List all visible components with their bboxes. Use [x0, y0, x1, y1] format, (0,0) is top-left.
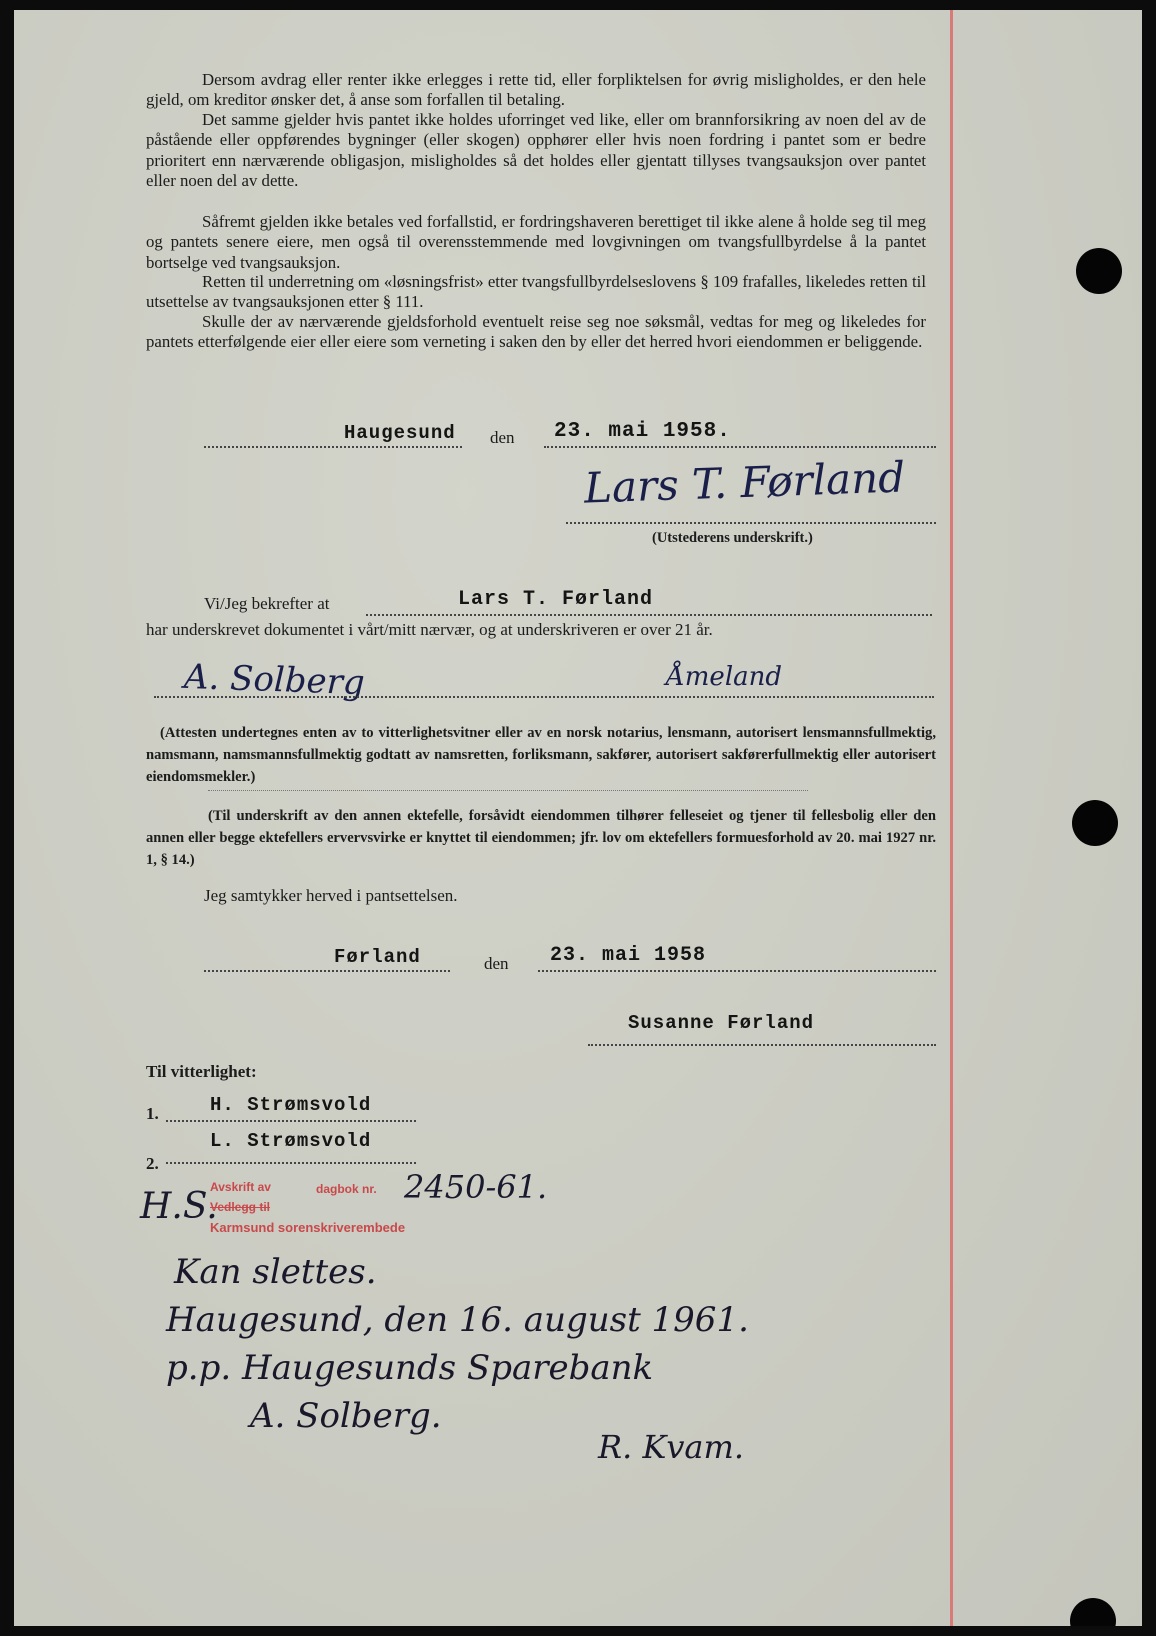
deletion-line: Haugesund, den 16. august 1961. — [166, 1300, 749, 1340]
witness-signature-1: A. Solberg — [183, 656, 366, 704]
dotted-line — [366, 614, 932, 616]
spouse-place: Førland — [334, 946, 421, 968]
dotted-line — [588, 1044, 936, 1046]
attest-text: har underskrevet dokumentet i vårt/mitt nærvær, og at underskriveren er over 21 år. — [146, 620, 713, 639]
spouse-note: (Til underskrift av den annen ektefelle, forsåvidt eiendommen tilhører felleseiet og tjener til fellesbolig eller den annen eller begge ektefellers ervervsvirke er knyttet til eiendommen; jfr. lov om ektefellers formuesforhold av 20. mai 1927 nr. 1, § 14.) — [146, 808, 936, 868]
dotted-line — [204, 970, 450, 972]
body-paragraph: Dersom avdrag eller renter ikke erlegges i rette tid, eller forpliktelsen for øvrig misligholdes, er den hele gjeld, om kreditor ønsker det, å anse som forfallen til betaling. — [146, 70, 926, 110]
consent-text: Jeg samtykker herved i pantsettelsen. — [204, 886, 458, 905]
dotted-line — [544, 446, 936, 448]
witness-name: H. Strømsvold — [210, 1094, 372, 1116]
margin-rule — [950, 10, 953, 1626]
body-paragraph: Såfremt gjelden ikke betales ved forfallstid, er fordringshaveren berettiget til ikke alene å holde seg til meg og pantets senere eiere, men også til overensstemmende med lovgivningen om tvangsfullbyrdelse å la pantet bortselge ved tvangsauksjon. — [146, 212, 926, 272]
dotted-line — [566, 522, 936, 524]
stamp-line: dagbok nr. — [316, 1182, 377, 1196]
spouse-signature: Susanne Førland — [628, 1012, 815, 1034]
punch-hole — [1076, 248, 1122, 294]
dotted-line — [204, 446, 462, 448]
witness-number: 2. — [146, 1154, 159, 1173]
stamp-line: Avskrift av — [210, 1180, 271, 1194]
witness-name: L. Strømsvold — [210, 1130, 372, 1152]
attest-name: Lars T. Førland — [458, 588, 654, 611]
body-paragraph: Retten til underretning om «løsningsfrist» etter tvangsfullbyrdelseslovens § 109 frafalles, likeledes retten til utsettelse av tvangsauksjonen etter § 111. — [146, 272, 926, 312]
issue-date: 23. mai 1958. — [554, 420, 731, 443]
dotted-line — [166, 1162, 416, 1164]
stamp-line: Vedlegg til — [210, 1200, 271, 1214]
deletion-line: Kan slettes. — [174, 1252, 377, 1292]
deletion-line: R. Kvam. — [598, 1428, 745, 1466]
issue-place: Haugesund — [344, 422, 456, 444]
stamp-office: Karmsund sorenskriverembede — [210, 1220, 406, 1235]
witness-number: 1. — [146, 1104, 159, 1123]
attest-note: (Attesten undertegnes enten av to vitterlighetsvitner eller av en norsk notarius, lensmann, autorisert lensmannsfullmektig, namsmann, namsmannsfullmektig godtatt av namsretten, forliksmann, sakfører, autorisert sakførerfullmektig eller autorisert eiendomsmekler.) — [146, 725, 936, 785]
signature-caption: (Utstederens underskrift.) — [652, 530, 813, 546]
document-page — [14, 10, 1142, 1626]
issuer-signature: Lars T. Førland — [583, 452, 906, 513]
deletion-line: p.p. Haugesunds Sparebank — [166, 1348, 654, 1388]
punch-hole — [1072, 800, 1118, 846]
punch-hole — [1070, 1598, 1116, 1626]
spouse-date: 23. mai 1958 — [550, 944, 707, 967]
stamp-number: 2450-61. — [404, 1168, 548, 1206]
divider — [208, 790, 808, 791]
witness-label: Til vitterlighet: — [146, 1062, 257, 1081]
dotted-line — [166, 1120, 416, 1122]
den-label: den — [484, 954, 509, 973]
dotted-line — [538, 970, 936, 972]
witness-signature-2: Åmeland — [666, 662, 783, 692]
deletion-line: A. Solberg. — [250, 1396, 442, 1436]
body-paragraph: Skulle der av nærværende gjeldsforhold eventuelt reise seg noe søksmål, vedtas for meg og likeledes for pantets etterfølgende eier eller eiere som verneting i saken den by eller det herred hvori eiendommen er beliggende. — [146, 312, 926, 352]
body-paragraph: Det samme gjelder hvis pantet ikke holdes uforringet ved like, eller om brannforsikring av noen del av de påstående eller oppførendes bygninger (eller skogen) opphører eller hvis noen fordring i pantet som er bedre prioritert enn nærværende obligasjon, misligholdes så det holdes eller gjentatt tillyses tvangsauksjon over pantet eller noen del av dette. — [146, 110, 926, 190]
attest-lead: Vi/Jeg bekrefter at — [204, 594, 330, 613]
dotted-line — [154, 696, 934, 698]
den-label: den — [490, 428, 515, 447]
stamp-initials: H.S. — [140, 1186, 218, 1227]
